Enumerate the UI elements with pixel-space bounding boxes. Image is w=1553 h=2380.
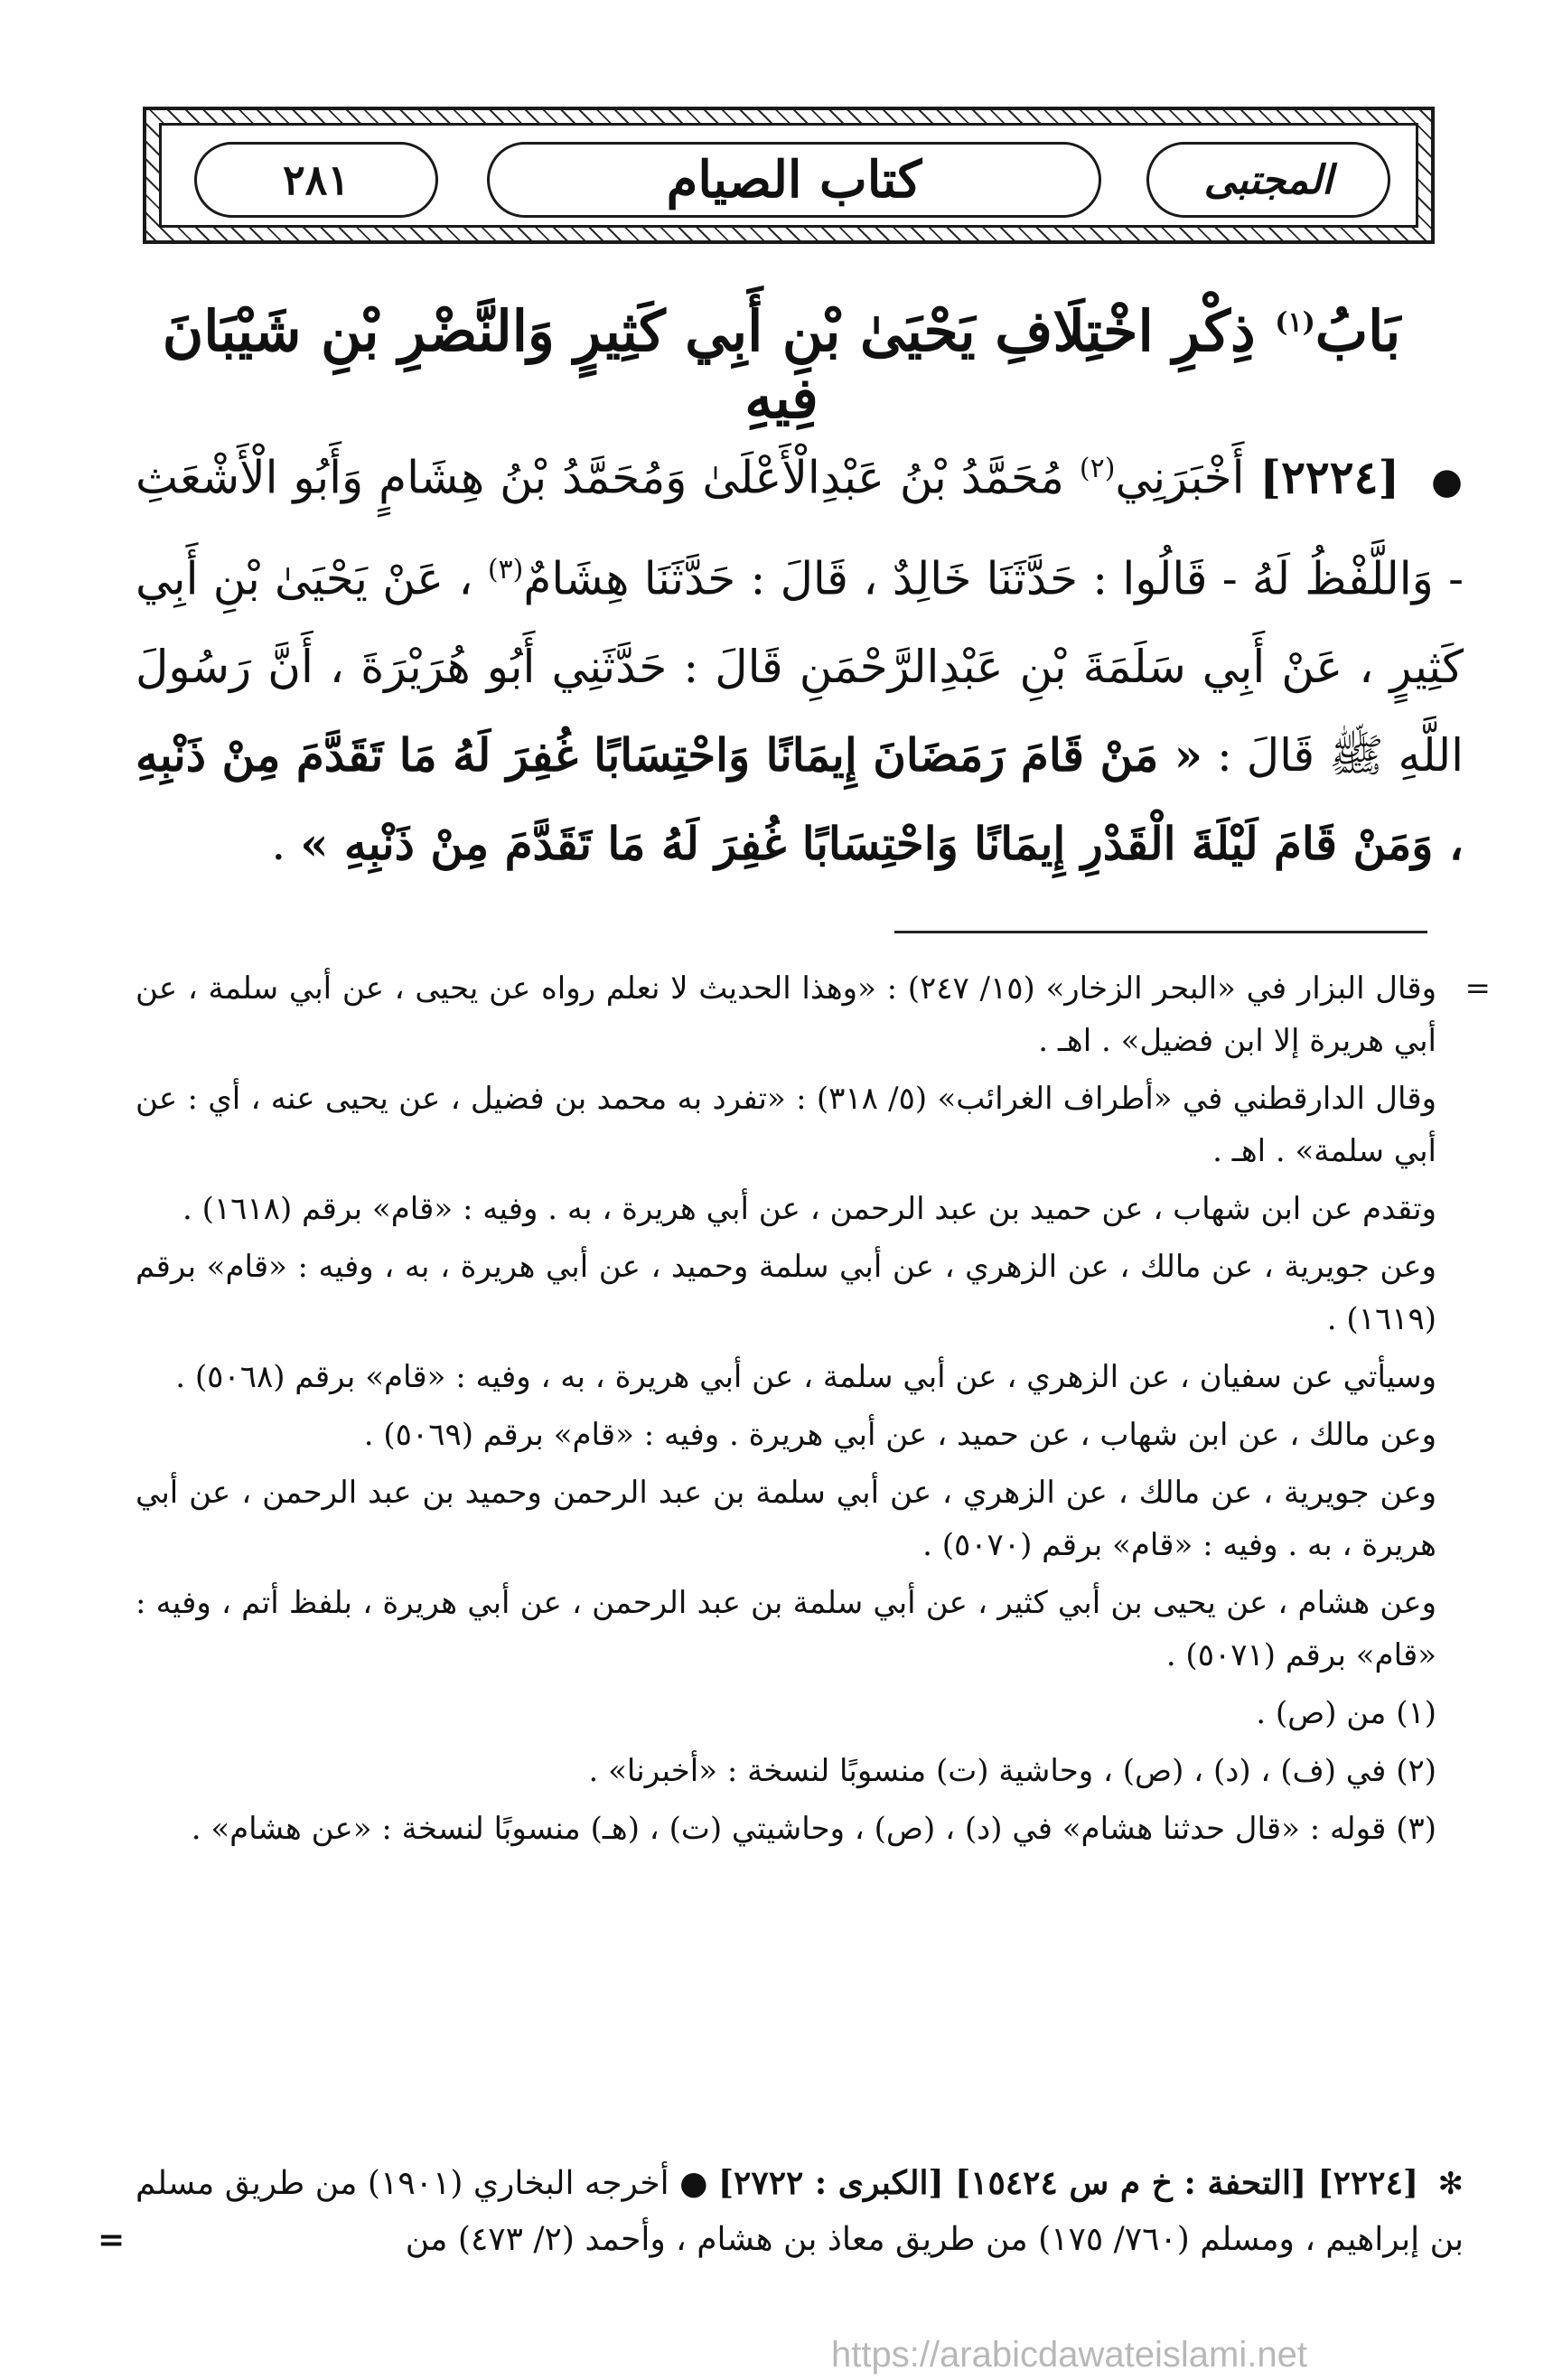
- page-number: ٢٨١: [282, 155, 351, 204]
- footnote-2: (٢) في (ف) ، (د) ، (ص) ، وحاشية (ت) منسوبًا لنسخة : «أخبرنا» .: [588, 1753, 1436, 1789]
- series-logo: المجتبى: [1203, 156, 1333, 203]
- continuation-mark: =: [1464, 970, 1491, 1007]
- footnote-3: (٣) قوله : «قال حدثنا هشام» في (د) ، (ص) ، وحاشيتي (ت) ، (هـ) منسوبًا لنسخة : «عن هشام» .: [191, 1811, 1436, 1847]
- note-paragraph: وعن جويرية ، عن مالك ، عن الزهري ، عن أبي سلمة وحميد ، عن أبي هريرة ، به ، وفيه : «قام» برقم (١٦١٩) .: [136, 1249, 1436, 1337]
- note-paragraph: وتقدم عن ابن شهاب ، عن حميد بن عبد الرحمن ، عن أبي هريرة ، به . وفيه : «قام» برقم (١٦١٨) .: [182, 1191, 1436, 1227]
- hadith-text: [136, 425, 1464, 888]
- hadith-chain-1: مُحَمَّدُ بْنُ عَبْدِالْأَعْلَىٰ وَمُحَمَّدُ بْنُ هِشَامٍ وَأَبُو الْأَشْعَثِ - وَاللَّفْظُ لَهُ - قَالُوا : حَدَّثَنَا خَالِدٌ ، قَالَ : حَدَّثَنَا هِشَامٌ: [136, 451, 1464, 605]
- note-paragraph: وعن مالك ، عن ابن شهاب ، عن حميد ، عن أبي هريرة . وفيه : «قام» برقم (٥٠٦٩) .: [363, 1417, 1436, 1453]
- bullet-icon: ●: [1431, 460, 1464, 502]
- footnote-divider: [894, 931, 1427, 933]
- hadith-number: [٢٢٢٤]: [1259, 450, 1400, 504]
- series-logo-cartouche: [1146, 142, 1390, 218]
- chapter-title-text: ذِكْرِ اخْتِلَافِ يَحْيَىٰ بْنِ أَبِي كَثِيرٍ وَالنَّضْرِ بْنِ شَيْبَانَ فِيهِ: [162, 298, 1256, 432]
- page-number-cartouche: [194, 142, 438, 218]
- continuation-mark-end: =: [98, 2221, 126, 2259]
- note-paragraph: وسيأتي عن سفيان ، عن الزهري ، عن أبي سلمة ، عن أبي هريرة ، به ، وفيه : «قام» برقم (٥٠٦٨) .: [175, 1359, 1436, 1395]
- hadith-end: .: [271, 818, 286, 871]
- hadith-chain-2: ، عَنْ يَحْيَىٰ بْنِ أَبِي كَثِيرٍ ، عَنْ أَبِي سَلَمَةَ بْنِ عَبْدِالرَّحْمَنِ قَالَ : حَدَّثَنِي أَبُو هُرَيْرَةَ ، أَنَّ رَسُولَ اللَّهِ ﷺ قَالَ :: [136, 552, 1464, 782]
- book-title: كتاب الصيام: [666, 150, 922, 210]
- hadith-footnote-ref-2: (٢): [1079, 453, 1116, 484]
- footnotes: [136, 962, 1491, 1860]
- header-inner-frame: [159, 123, 1418, 228]
- hadith-quote: « مَنْ قَامَ رَمَضَانَ إِيمَانًا وَاحْتِسَابًا غُفِرَ لَهُ مَا تَقَدَّمَ مِنْ ذَنْبِهِ ، وَمَنْ قَامَ لَيْلَةَ الْقَدْرِ إِيمَانًا وَاحْتِسَابًا غُفِرَ لَهُ مَا تَقَدَّمَ مِنْ ذَنْبِهِ »: [136, 728, 1464, 871]
- reference-codes: [٢٢٢٤] [التحفة : خ م س ١٥٤٢٤] [الكبرى : ٢٧٢٢]: [717, 2164, 1418, 2202]
- references: [98, 2155, 1464, 2268]
- watermark-url: https://arabicdawateislami.net: [831, 2335, 1307, 2375]
- note-paragraph: وقال الدارقطني في «أطراف الغرائب» (٥/ ٣١٨) : «تفرد به محمد بن فضيل ، عن يحيى عنه ، أي : عن أبي سلمة» . اهـ .: [136, 1081, 1437, 1169]
- ornamental-header: [143, 107, 1435, 244]
- note-paragraph: وعن جويرية ، عن مالك ، عن الزهري ، عن أبي سلمة بن عبد الرحمن وحميد بن عبد الرحمن ، عن أبي هريرة ، به . وفيه : «قام» برقم (٥٠٧٠) .: [136, 1475, 1437, 1563]
- star-icon: ✻: [1437, 2166, 1464, 2202]
- chapter-title: [136, 298, 1427, 433]
- note-paragraph: وعن هشام ، عن يحيى بن أبي كثير ، عن أبي سلمة بن عبد الرحمن ، عن أبي هريرة ، بلفظ أتم ، وفيه : «قام» برقم (٥٠٧١) .: [136, 1585, 1436, 1673]
- hadith-footnote-ref-3: (٣): [487, 553, 524, 586]
- hadith-intro: أَخْبَرَنِي: [1115, 451, 1245, 504]
- chapter-footnote-ref: (١): [1275, 306, 1315, 339]
- bullet-icon: ●: [679, 2165, 708, 2202]
- book-title-cartouche: [487, 142, 1101, 218]
- reference-text: أخرجه البخاري (١٩٠١) من طريق مسلم بن إبراهيم ، ومسلم (٧٦٠/ ١٧٥) من طريق معاذ بن هشام ، وأحمد (٢/ ٤٧٣) من: [136, 2165, 1464, 2258]
- note-paragraph: وقال البزار في «البحر الزخار» (١٥/ ٢٤٧) : «وهذا الحديث لا نعلم رواه عن يحيى ، عن أبي سلمة ، عن أبي هريرة إلا ابن فضيل» . اهـ .: [136, 970, 1437, 1059]
- chapter-label: بَابُ: [1314, 298, 1401, 364]
- footnote-1: (١) من (ص) .: [1256, 1695, 1436, 1731]
